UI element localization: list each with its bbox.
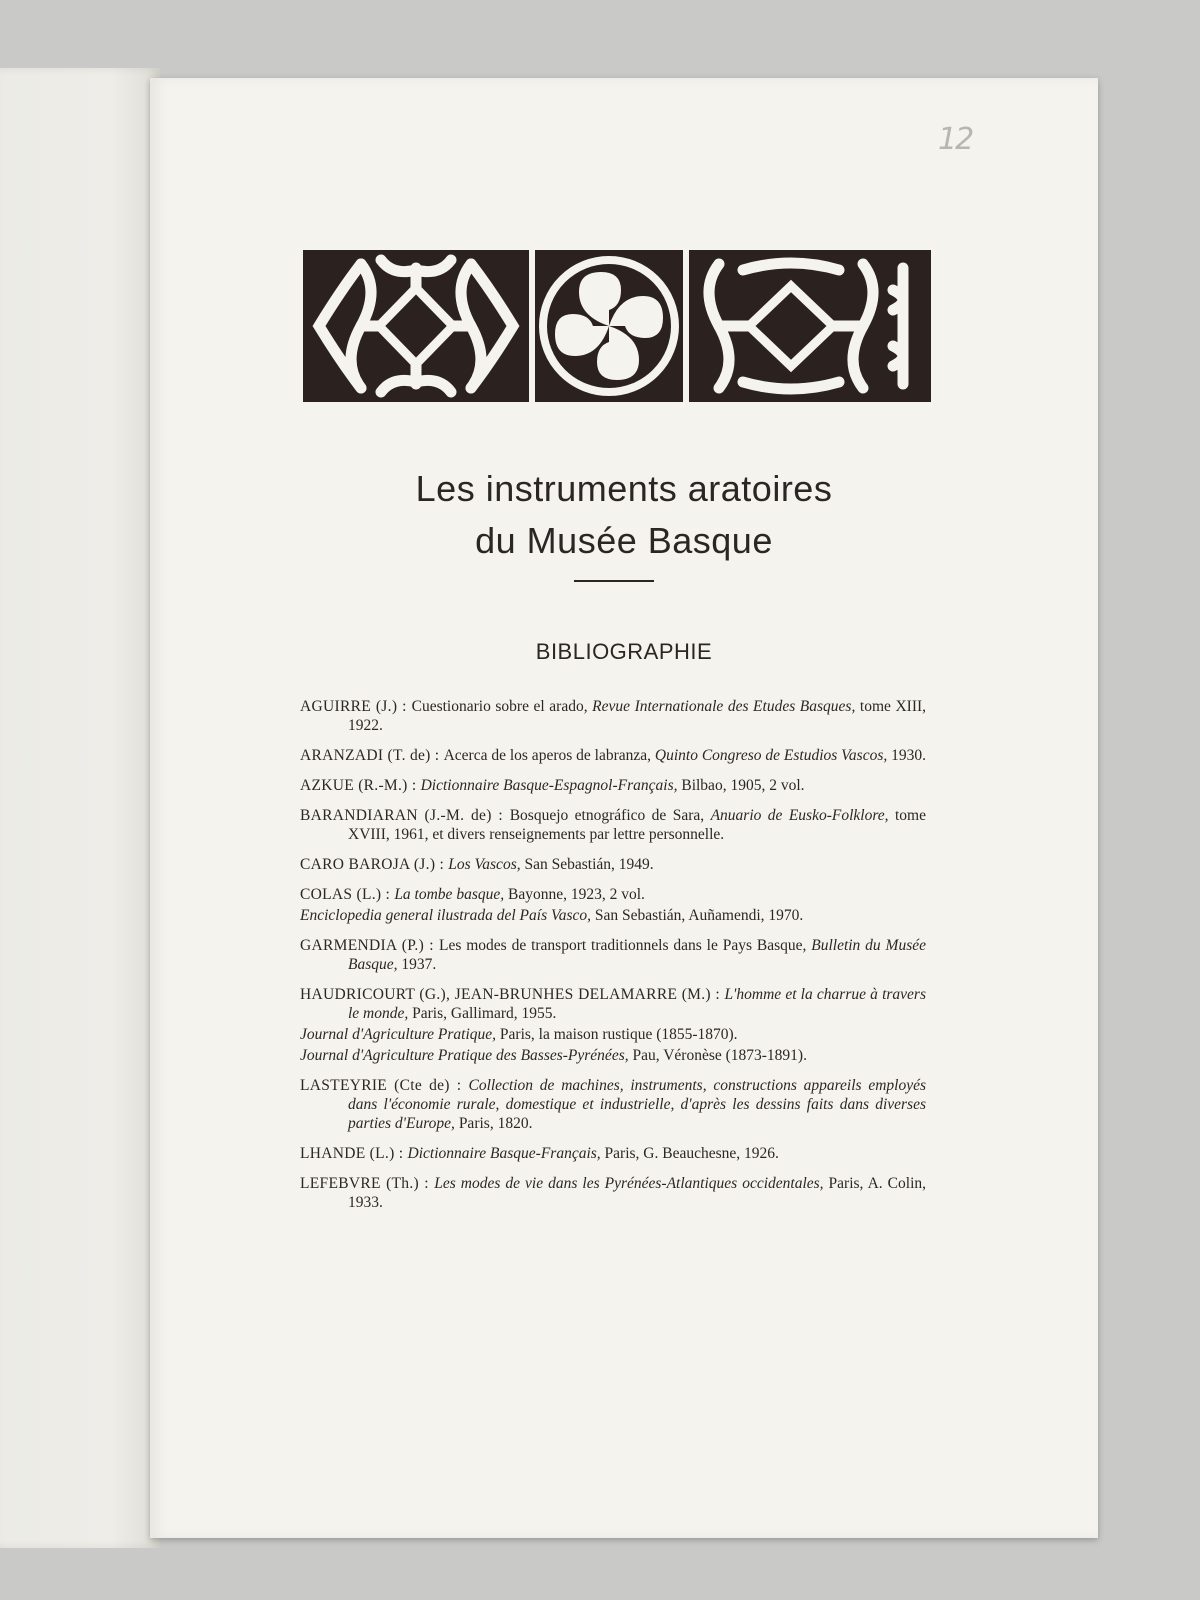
bibliography-entry: GARMENDIA (P.) : Les modes de transport traditionnels dans le Pays Basque, Bulletin du Musée Basque, 1937. xyxy=(300,937,926,973)
section-heading: BIBLIOGRAPHIE xyxy=(535,639,713,664)
bibliography-entry: Journal d'Agriculture Pratique, Paris, la maison rustique (1855-1870). xyxy=(300,1026,738,1043)
title-line-1: Les instruments aratoires xyxy=(415,468,833,509)
page-number: 12 xyxy=(938,122,973,157)
bibliography-list xyxy=(300,697,926,1223)
bibliography-entry: COLAS (L.) : La tombe basque, Bayonne, 1923, 2 vol. xyxy=(300,886,645,903)
title-line-2: du Musée Basque xyxy=(475,520,773,561)
bibliography-entry: CARO BAROJA (J.) : Los Vascos, San Sebastián, 1949. xyxy=(300,856,654,873)
page-title xyxy=(150,463,1098,567)
bibliography-entry: AGUIRRE (J.) : Cuestionario sobre el arado, Revue Internationale des Etudes Basques, tome XIII, 1922. xyxy=(300,698,927,734)
bibliography-entry: LHANDE (L.) : Dictionnaire Basque-Français, Paris, G. Beauchesne, 1926. xyxy=(300,1145,779,1162)
bibliography-entry: AZKUE (R.-M.) : Dictionnaire Basque-Espagnol-Français, Bilbao, 1905, 2 vol. xyxy=(300,777,805,794)
title-divider xyxy=(574,580,654,582)
bibliography-entry: ARANZADI (T. de) : Acerca de los aperos de labranza, Quinto Congreso de Estudios Vascos, 1930. xyxy=(300,747,926,764)
bibliography-entry: Journal d'Agriculture Pratique des Basses-Pyrénées, Pau, Véronèse (1873-1891). xyxy=(300,1047,807,1064)
facing-page xyxy=(0,68,160,1548)
bibliography-entry: LEFEBVRE (Th.) : Les modes de vie dans les Pyrénées-Atlantiques occidentales, Paris, A. Colin, 1933. xyxy=(300,1175,926,1211)
bibliography-entry: BARANDIARAN (J.-M. de) : Bosquejo etnográfico de Sara, Anuario de Eusko-Folklore, tome XVIII, 1961, et divers renseignements par lettre personnelle. xyxy=(300,807,926,843)
bibliography-entry: LASTEYRIE (Cte de) : Collection de machines, instruments, constructions appareils employés dans l'économie rurale, domestique et industrielle, d'après les dessins faits dans diverses parties d'Europe, Paris, 1820. xyxy=(300,1077,927,1132)
bibliography-entry: HAUDRICOURT (G.), JEAN-BRUNHES DELAMARRE (M.) : L'homme et la charrue à travers le monde, Paris, Gallimard, 1955. xyxy=(300,986,926,1022)
basque-lauburu-frieze-ornament-icon xyxy=(303,250,931,402)
bibliography-entry: Enciclopedia general ilustrada del País Vasco, San Sebastián, Auñamendi, 1970. xyxy=(300,907,804,924)
